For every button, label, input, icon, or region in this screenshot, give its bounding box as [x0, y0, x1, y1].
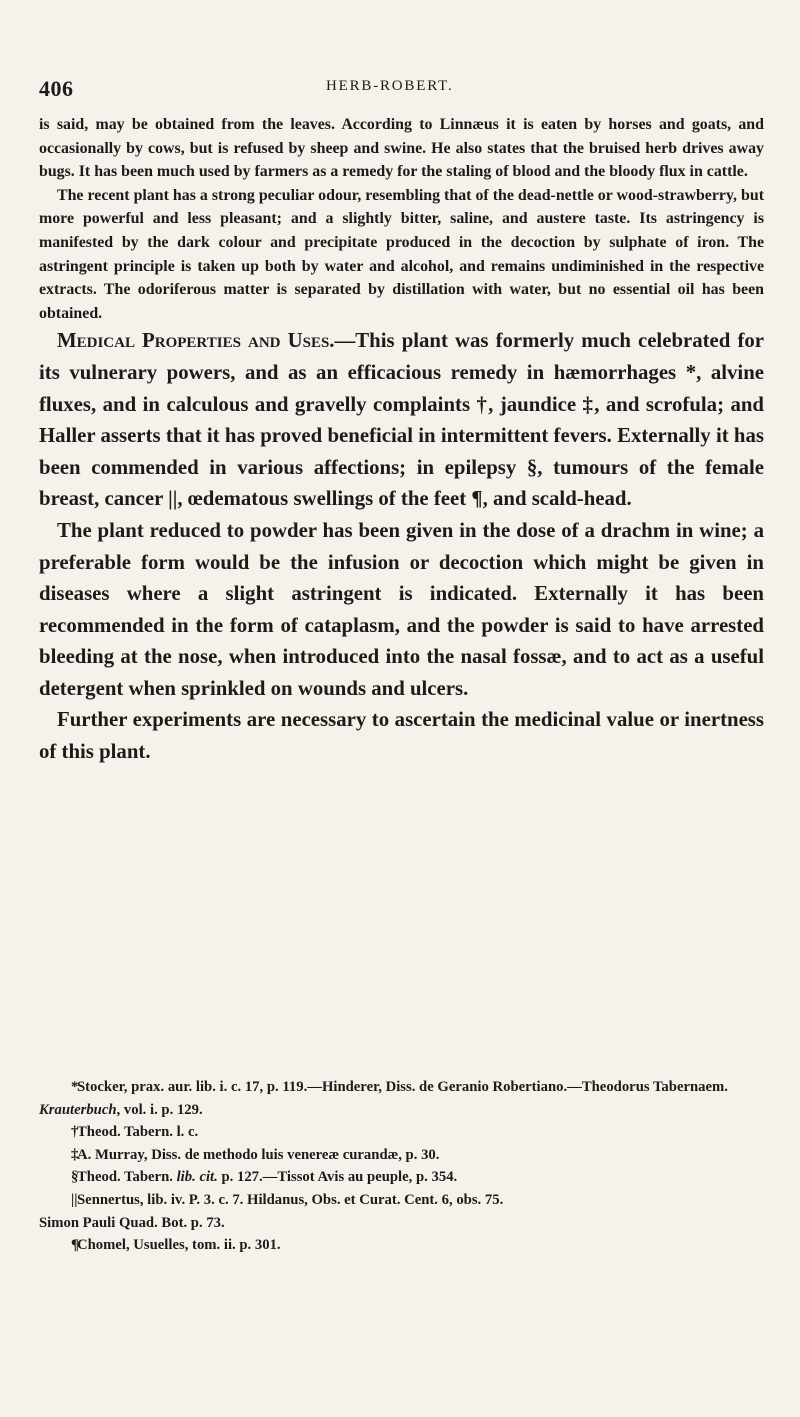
footnote-mark: ||	[71, 1191, 78, 1208]
footnote	[39, 1189, 764, 1212]
paragraph-continuation: is said, may be obtained from the leaves. According to Linnæus it is eaten by horses and goats, and occasionally by cows, but is refused by sheep and swine. He also states that the bruised herb drives away bugs. It has been much used by farmers as a remedy for the staling of blood and the bloody flux in cattle.	[39, 116, 764, 181]
footnote-mark: §	[71, 1169, 79, 1186]
page-number: 406	[39, 76, 74, 101]
footnote-text: Theod. Tabern.	[77, 1169, 177, 1186]
paragraph-conclusion: Further experiments are necessary to ascertain the medicinal value or inertness of this plant.	[39, 708, 764, 764]
footnote-text: Chomel, Usuelles, tom. ii. p. 301.	[77, 1237, 281, 1254]
footnote-text: p. 127.—Tissot Avis au peuple, p. 354.	[217, 1169, 458, 1186]
footnote-text: Stocker, prax. aur. lib. i. c. 17, p. 119.—Hinderer, Diss. de Geranio Robertiano.—Theodorus Tabernaem.	[77, 1079, 728, 1095]
paragraph-medical-properties	[39, 325, 764, 515]
footnotes	[39, 1076, 764, 1257]
footnote-continuation: Simon Pauli Quad. Bot. p. 73.	[39, 1214, 225, 1231]
footnote	[39, 1076, 764, 1121]
section-heading: Medical Properties and Uses.	[57, 329, 335, 353]
paragraph-chemistry: The recent plant has a strong peculiar odour, resembling that of the dead-nettle or wood-strawberry, but more powerful and less pleasant; and a slightly bitter, saline, and austere taste. Its astringency is manifested by the dark colour and precipitate produced in the decoction by sulphate of iron. The astringent principle is taken up both by water and alcohol, and remains undiminished in the respective extracts. The odoriferous matter is separated by distillation with water, but no essential oil has been obtained.	[39, 186, 764, 322]
footnote-mark: *	[71, 1079, 79, 1095]
footnote-text: Sennertus, lib. iv. P. 3. c. 7. Hildanus, Obs. et Curat. Cent. 6, obs. 75.	[77, 1191, 504, 1208]
footnote	[39, 1234, 764, 1257]
footnote-mark: ¶	[71, 1237, 79, 1254]
running-title: HERB-ROBERT.	[326, 78, 454, 94]
footnote-text: A. Murray, Diss. de methodo luis venereæ curandæ, p. 30.	[77, 1146, 440, 1163]
footnote-italic-title: Krauterbuch	[39, 1101, 117, 1118]
footnote-mark: ‡	[71, 1146, 79, 1163]
footnote-text: Theod. Tabern. l. c.	[77, 1124, 199, 1141]
footnote	[39, 1144, 764, 1167]
medical-properties-text: —This plant was formerly much celebrated for its vulnerary powers, and as an efficacious remedy in hæmorrhages *, alvine fluxes, and in calculous and gravelly complaints †, jaundice ‡, and scrofula; and Haller asserts that it has proved beneficial in intermittent fevers. Externally it has been commended in various affections; in epilepsy §, tumours of the female breast, cancer ||, œdematous swellings of the feet ¶, and scald-head.	[39, 329, 764, 511]
running-head	[39, 76, 764, 108]
body-text	[39, 113, 764, 768]
footnote-italic-title: lib. cit.	[176, 1169, 218, 1186]
footnote	[39, 1121, 764, 1144]
footnote-text: , vol. i. p. 129.	[116, 1101, 203, 1118]
paragraph-dosage: The plant reduced to powder has been given in the dose of a drachm in wine; a preferable form would be the infusion or decoction which might be given in diseases where a slight astringent is indicated. Externally it has been recommended in the form of cataplasm, and the powder is said to have arrested bleeding at the nose, when introduced into the nasal fossæ, and to act as a useful detergent when sprinkled on wounds and ulcers.	[39, 518, 764, 700]
footnote-mark: †	[71, 1124, 79, 1141]
footnote	[39, 1166, 764, 1189]
